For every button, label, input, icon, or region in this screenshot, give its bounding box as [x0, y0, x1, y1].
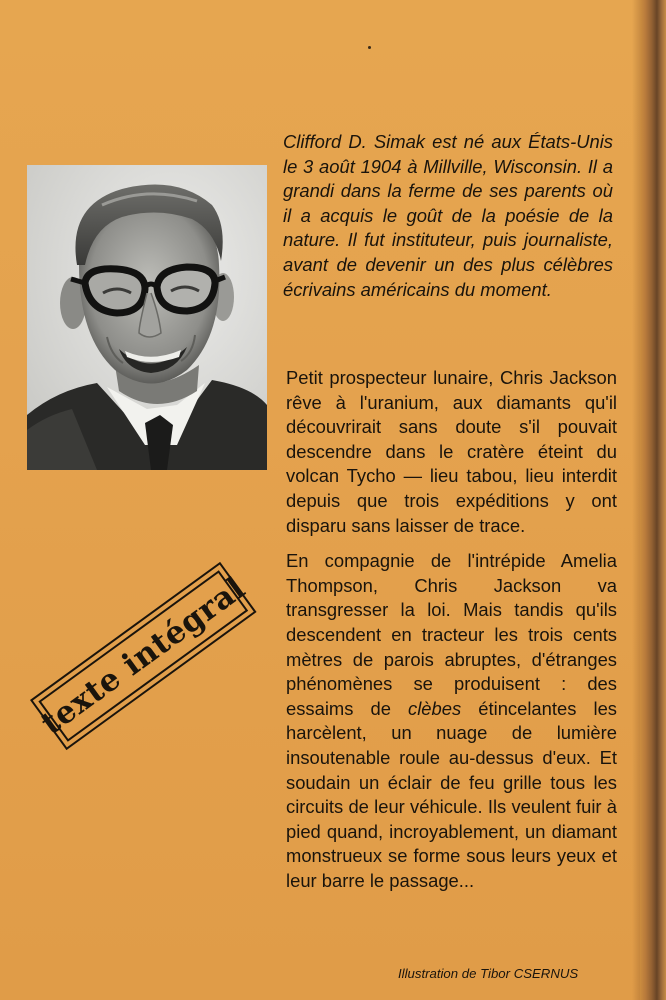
synopsis-paragraph-2: [286, 549, 617, 893]
synopsis-p2-emphasis: clèbes: [408, 697, 462, 719]
texte-integral-stamp: [30, 562, 257, 750]
cover-edge: [640, 0, 666, 1000]
cover-edge-shadow: [632, 0, 640, 1000]
stamp-label: texte intégral: [34, 570, 252, 742]
book-synopsis: [286, 366, 617, 893]
illustration-credit: Illustration de Tibor CSERNUS: [398, 966, 579, 981]
print-speck: [368, 46, 371, 49]
synopsis-paragraph-1: Petit prospecteur lunaire, Chris Jackson rêve à l'uranium, aux diamants qu'il découvrirait sans doute s'il pouvait descendre dans le cratère éteint du volcan Tycho — lieu tabou, lieu interdit depuis que trois expéditions y ont disparu sans laisser de trace.: [286, 367, 617, 536]
synopsis-p2-part-1: En compagnie de l'intrépide Amelia Thompson, Chris Jackson va transgresser la loi. Mais tandis qu'ils descendent en tracteur les trois cents mètres de parois abruptes, d'étranges phénomènes se produisent : des essaims de: [286, 550, 617, 719]
synopsis-p2-part-2: étincelantes les harcèlent, un nuage de lumière insoutenable roule au-dessus d'eux. Et soudain un éclair de feu grille tous les circuits de leur véhicule. Ils veulent fuir à pied quand, incroyablement, un diamant monstrueux se forme sous leurs yeux et leur barre le passage...: [286, 697, 617, 891]
author-photo: [27, 165, 267, 470]
author-bio: Clifford D. Simak est né aux États-Unis le 3 août 1904 à Millville, Wisconsin. Il a grandi dans la ferme de ses parents où il a acquis le goût de la poésie de la nature. Il fut instituteur, puis journaliste, avant de devenir un des plus célèbres écrivains américains du moment.: [283, 131, 613, 300]
